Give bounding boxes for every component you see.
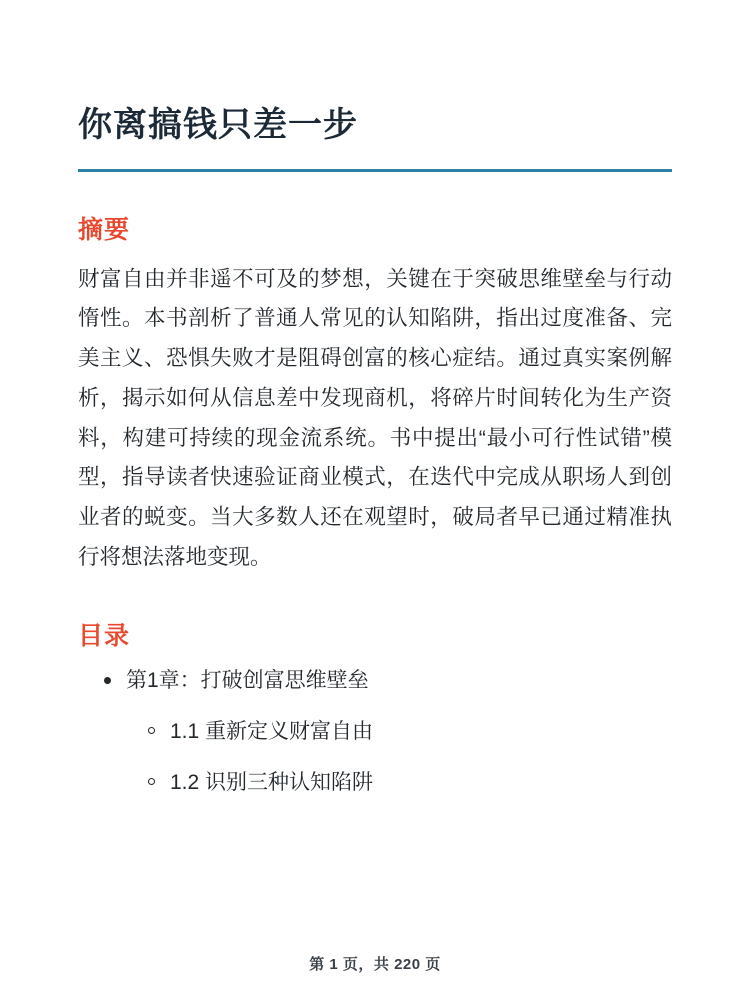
toc-item-label: 1.2 识别三种认知陷阱 [170,771,374,795]
page-title: 你离搞钱只差一步 [78,106,358,144]
table-of-contents [78,666,672,798]
bullet-circle-icon [148,727,155,734]
abstract-heading: 摘要 [78,215,131,244]
toc-item-section-1-1[interactable] [78,717,672,746]
toc-item-label: 1.1 重新定义财富自由 [170,720,374,744]
toc-item-chapter-1[interactable] [78,666,672,695]
title-divider [78,169,672,172]
toc-heading: 目录 [78,621,131,650]
toc-item-label: 第1章：打破创富思维壁垒 [126,668,369,692]
abstract-body: 财富自由并非遥不可及的梦想，关键在于突破思维壁垒与行动惰性。本书剖析了普通人常见的认知陷阱，指出过度准备、完美主义、恐惧失败才是阻碍创富的核心症结。通过真实案例解析，揭示如何从信息差中发现商机，将碎片时间转化为生产资料，构建可持续的现金流系统。书中提出“最小可行性试错”模型，指导读者快速验证商业模式，在迭代中完成从职场人到创业者的蜕变。当大多数人还在观望时，破局者早已通过精准执行将想法落地变现。 [78,266,672,569]
toc-item-section-1-2[interactable] [78,768,672,797]
bullet-circle-icon [148,778,155,785]
bullet-disc-icon [104,677,111,684]
page-footer: 第 1 页，共 220 页 [309,956,441,973]
